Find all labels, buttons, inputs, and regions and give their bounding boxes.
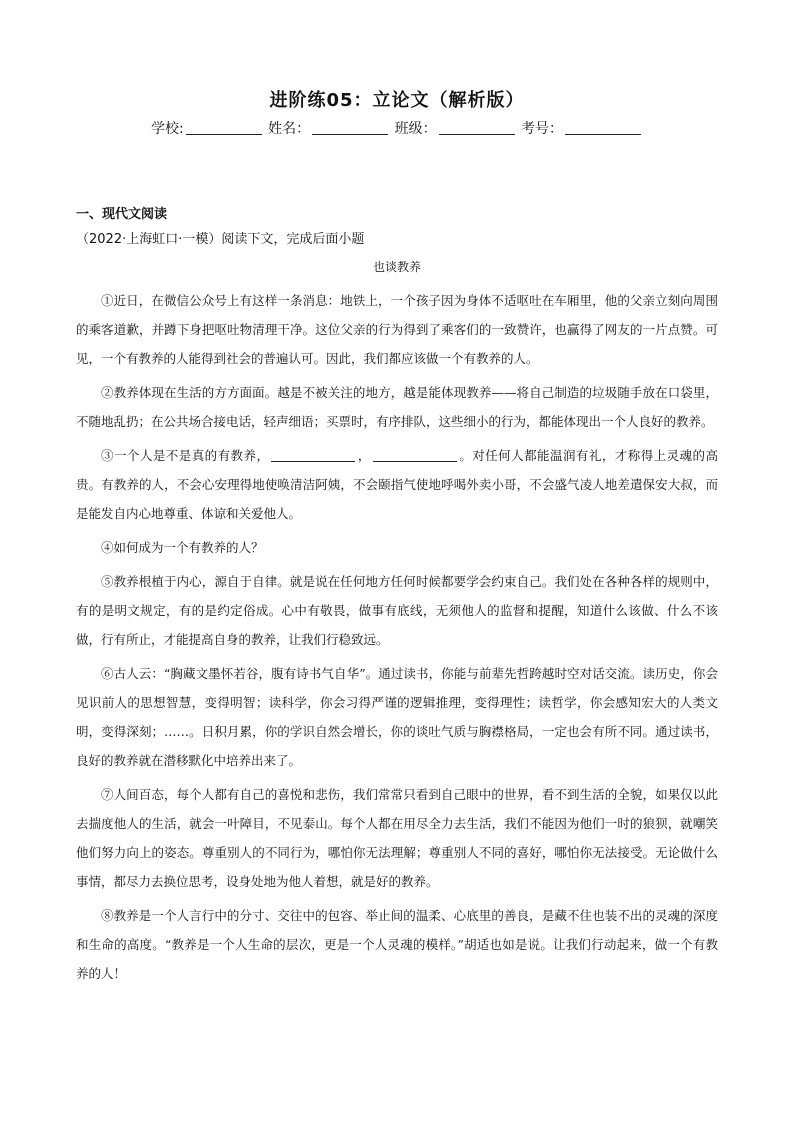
paragraph-5: ⑤教养根植于内心，源自于自律。就是说在任何地方任何时候都要学会约束自己。我们处在各种各样的规则中，有的是明文规定，有的是约定俗成。心中有敬畏，做事有底线，无须他人的监督和提醒，知道什么该做、什么不该做，行有所止，才能提高自身的教养，让我们行稳致远。 xyxy=(76,574,718,647)
paragraph-8: ⑧教养是一个人言行中的分寸、交往中的包容、举止间的温柔、心底里的善良，是藏不住也装不出的灵魂的深度和生命的高度。“教养是一个人生命的层次，更是一个人灵魂的模样。”胡适也如是说。让我们行动起来，做一个有教养的人！ xyxy=(76,908,718,981)
paragraph-3-start: ③一个人是不是真的有教养， xyxy=(101,448,270,463)
answer-blank-1 xyxy=(271,448,355,462)
number-blank xyxy=(565,120,641,135)
name-label: 姓名： xyxy=(268,121,311,137)
question-source: （2022·上海虹口·一模）阅读下文，完成后面小题 xyxy=(76,232,365,247)
class-blank xyxy=(439,120,515,135)
answer-blank-2 xyxy=(373,448,457,462)
article-title: 也谈教养 xyxy=(372,260,421,274)
paragraph-3 xyxy=(76,441,718,528)
paragraph-3-end: 。对任何人都能温润有礼，才称得上灵魂的高贵。有教养的人，不会心安理得地使唤清洁阿姨，不会颐指气使地呼喝外卖小哥，不会盛气凌人地差遣保安大叔，而是能发自内心地尊重、体谅和关爱他人。 xyxy=(76,448,718,521)
number-label: 考号： xyxy=(521,121,564,137)
paragraph-2: ②教养体现在生活的方方面面。越是不被关注的地方，越是能体现教养——将自己制造的垃圾随手放在口袋里，不随地乱扔；在公共场合接电话，轻声细语；买票时，有序排队，这些细小的行为，都能体现出一个人良好的教养。 xyxy=(76,385,718,429)
class-label: 班级： xyxy=(394,121,437,137)
article-body xyxy=(76,286,718,993)
paragraph-1: ①近日，在微信公众号上有这样一条消息：地铁上，一个孩子因为身体不适呕吐在车厢里，他的父亲立刻向周围的乘客道歉，并蹲下身把呕吐物清理干净。这位父亲的行为得到了乘客们的一致赞许，也赢得了网友的一片点赞。可见，一个有教养的人能得到社会的普遍认可。因此，我们都应该做一个有教养的人。 xyxy=(76,293,718,366)
student-info-row xyxy=(0,118,794,138)
page-title: 进阶练05：立论文（解析版） xyxy=(269,90,525,111)
paragraph-3-separator: ， xyxy=(357,448,371,463)
paragraph-4: ④如何成为一个有教养的人？ xyxy=(101,540,264,555)
section-heading: 一、现代文阅读 xyxy=(76,207,168,222)
school-label: 学校: xyxy=(150,121,184,137)
paragraph-6: ⑥古人云：“胸藏文墨怀若谷，腹有诗书气自华”。通过读书，你能与前辈先哲跨越时空对话交流。读历史，你会见识前人的思想智慧，变得明智；读科学，你会习得严谨的逻辑推理，变得理性；读哲学，你会感知宏大的人类文明，变得深刻；……。日积月累，你的学识自然会增长，你的谈吐气质与胸襟格局，一定也会有所不同。通过读书，良好的教养就在潜移默化中培养出来了。 xyxy=(76,666,718,768)
name-blank xyxy=(312,120,388,135)
paragraph-7: ⑦人间百态，每个人都有自己的喜悦和悲伤，我们常常只看到自己眼中的世界，看不到生活的全貌，如果仅以此去揣度他人的生活，就会一叶障目，不见泰山。每个人都在用尽全力去生活，我们不能因为他们一时的狼狈，就嘲笑他们努力向上的姿态。尊重别人的不同行为，哪怕你无法理解；尊重别人不同的喜好，哪怕你无法接受。无论做什么事情，都尽力去换位思考，设身处地为他人着想，就是好的教养。 xyxy=(76,787,718,889)
school-blank xyxy=(186,120,262,135)
